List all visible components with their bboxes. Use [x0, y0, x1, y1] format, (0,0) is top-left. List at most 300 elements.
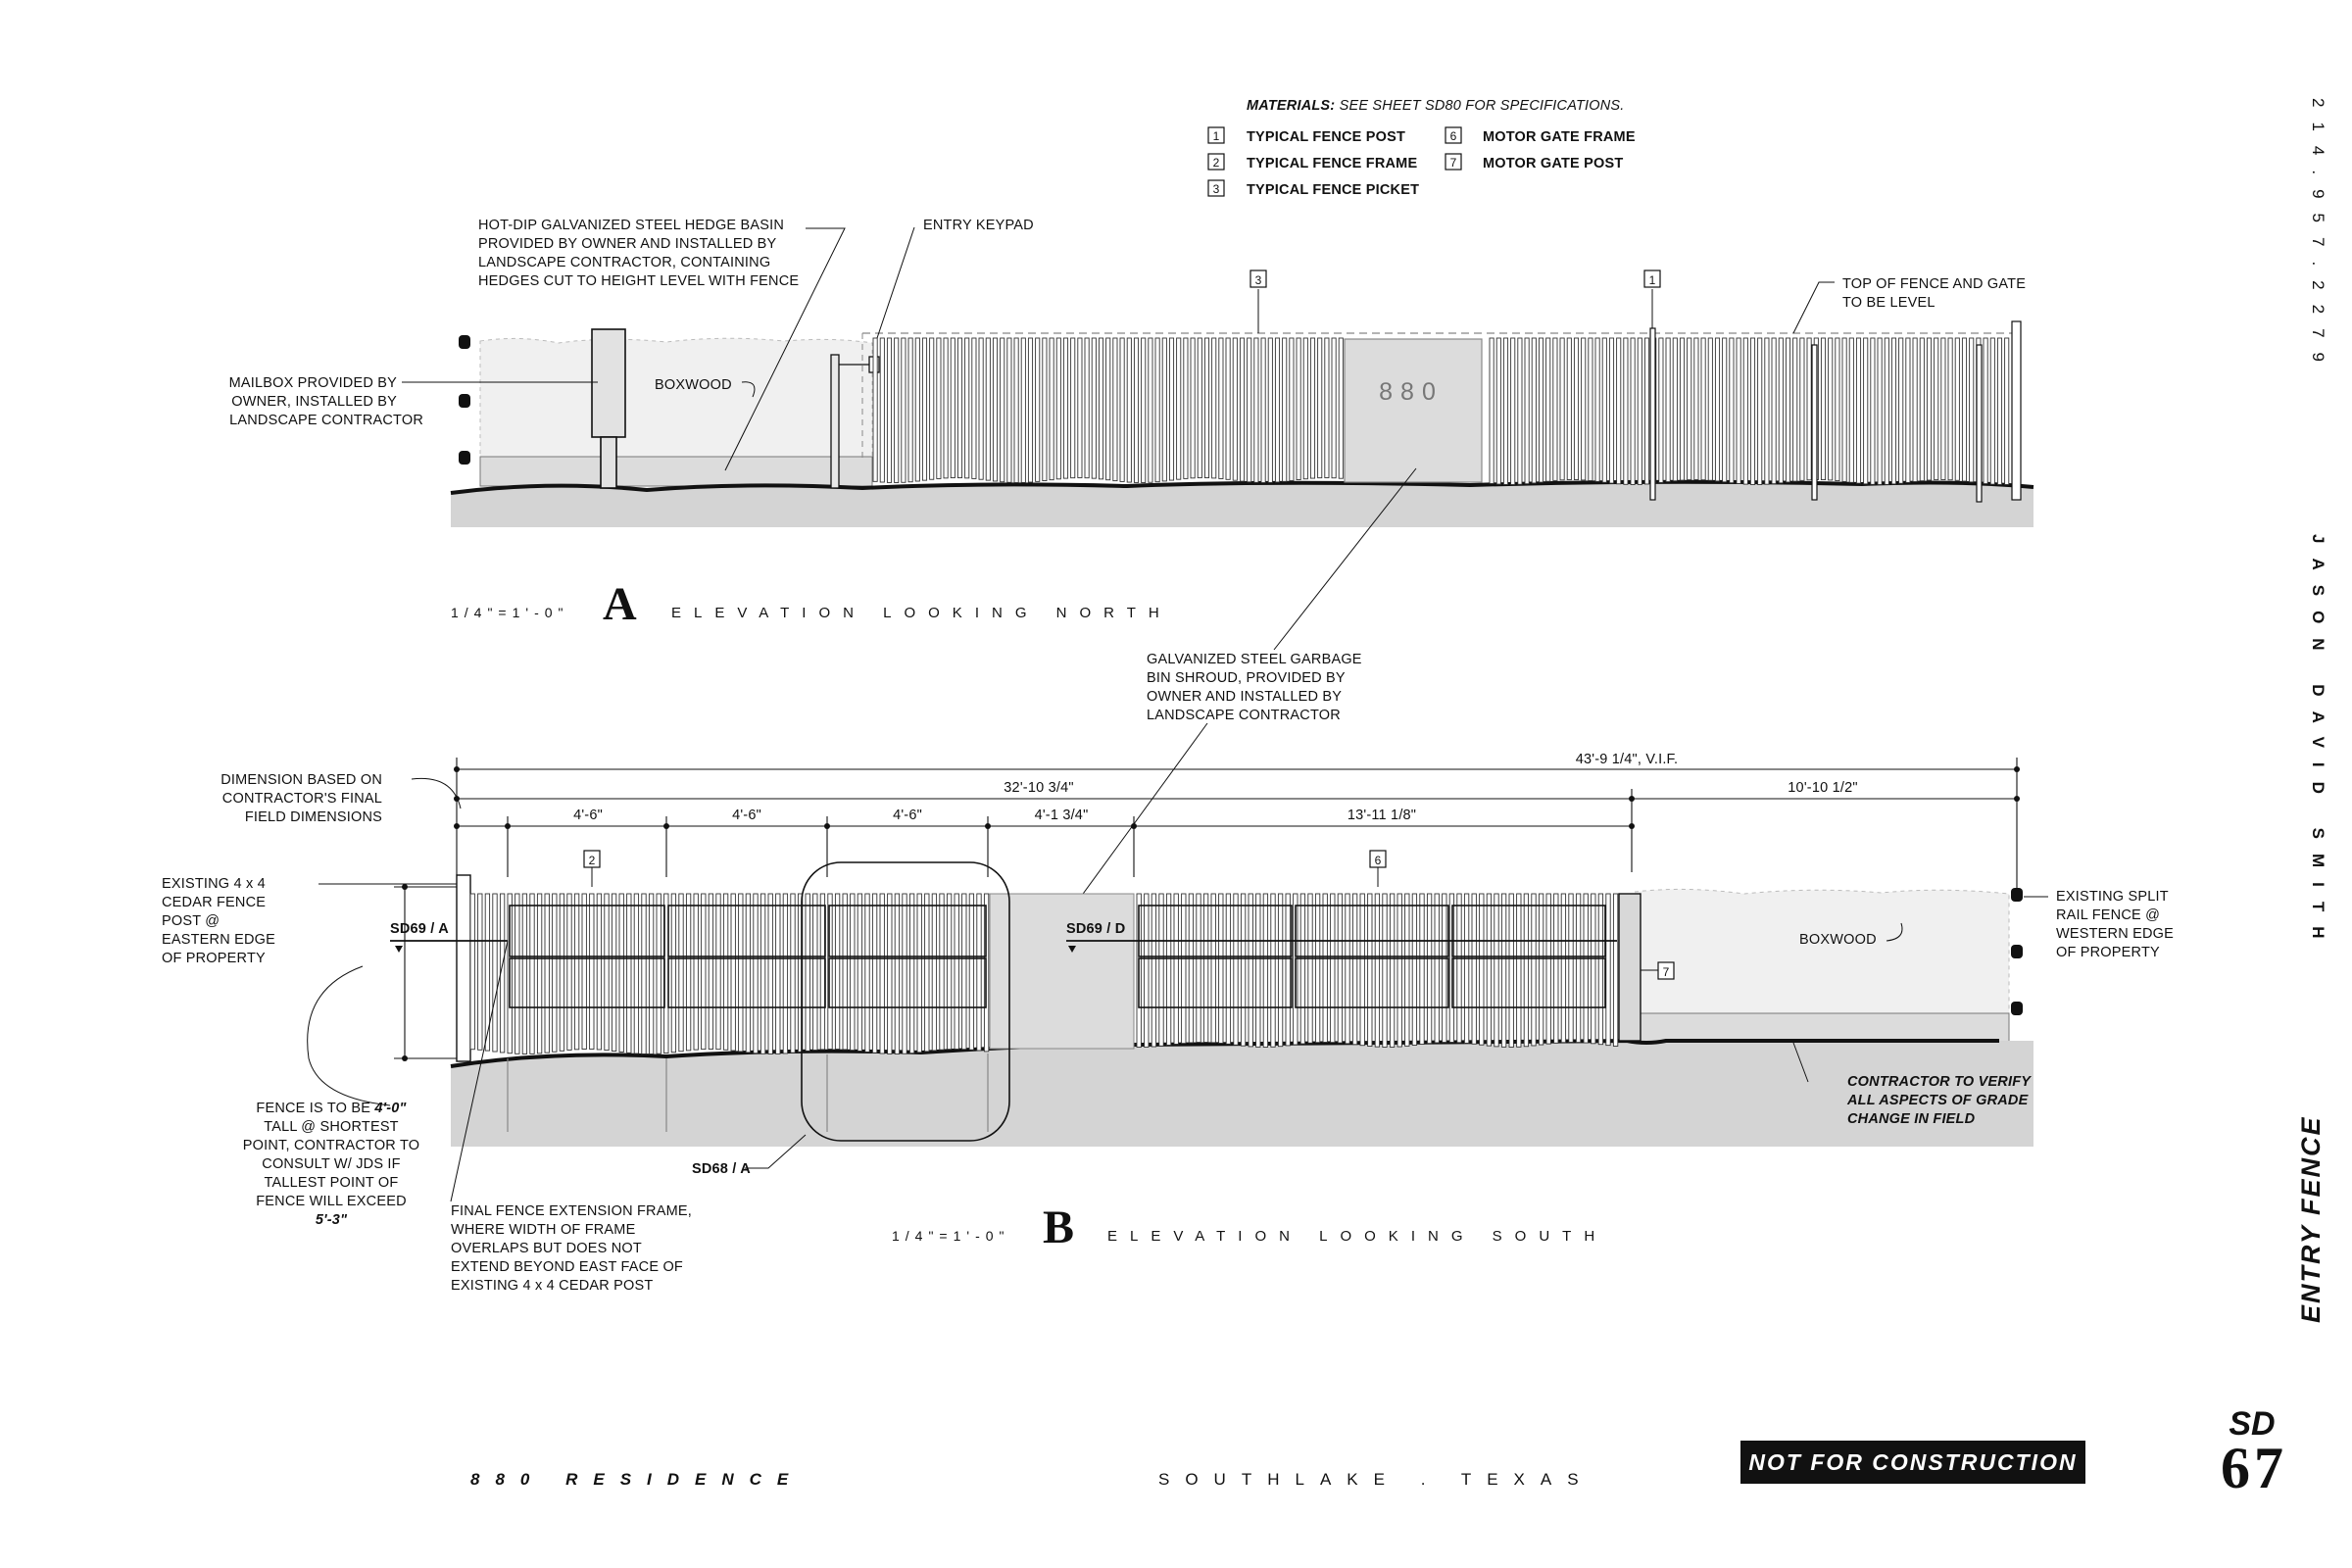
fence-picket — [1598, 894, 1602, 1045]
fence-picket — [731, 894, 735, 1051]
dim-seg-4: 4'-1 3/4" — [1034, 808, 1089, 823]
fence-picket — [1836, 338, 1839, 481]
materials-item-1 — [1208, 127, 1405, 145]
elevation-a-title — [451, 578, 1172, 630]
fence-picket — [1127, 338, 1131, 482]
materials-header-text: SEE SHEET SD80 FOR SPECIFICATIONS. — [1335, 98, 1625, 114]
fence-picket — [930, 338, 934, 479]
fence-picket — [1050, 338, 1054, 480]
fence-picket — [1503, 338, 1507, 484]
fence-picket — [1390, 894, 1394, 1047]
fence-picket — [642, 894, 646, 1054]
dim-seg-1: 4'-6" — [573, 808, 603, 823]
split-rail-line-4: OF PROPERTY — [2056, 945, 2160, 960]
fence-picket — [1226, 894, 1230, 1044]
fence-picket — [702, 894, 706, 1050]
fence-picket — [493, 894, 497, 1052]
fence-picket — [754, 894, 758, 1054]
elevation-a — [229, 218, 2034, 650]
fence-picket — [1397, 894, 1401, 1047]
fence-picket — [679, 894, 683, 1052]
fence-picket — [1177, 338, 1181, 479]
fence-picket — [1737, 338, 1740, 483]
fence-picket — [993, 338, 997, 481]
hedge-note-line-3: LANDSCAPE CONTRACTOR, CONTAINING — [478, 255, 771, 270]
fence-height-line-5: TALLEST POINT OF — [264, 1175, 399, 1191]
fence-picket — [612, 894, 615, 1052]
fence-picket — [873, 338, 877, 481]
fence-picket — [1899, 338, 1903, 483]
fence-picket — [627, 894, 631, 1053]
fence-picket — [1948, 338, 1952, 480]
fence-picket — [1688, 338, 1691, 480]
materials-num-6: 6 — [1449, 129, 1457, 143]
fence-picket — [1234, 894, 1238, 1045]
fence-picket — [1842, 338, 1846, 481]
fence-picket — [1539, 338, 1543, 482]
fence-picket — [1198, 338, 1201, 478]
materials-num-2: 2 — [1212, 156, 1220, 170]
fence-picket — [1592, 894, 1595, 1044]
fence-picket — [1539, 894, 1543, 1045]
split-rail-marks-a — [459, 335, 470, 465]
fence-picket — [940, 894, 944, 1050]
fence-picket — [1472, 894, 1476, 1044]
hedge-note-line-4: HEDGES CUT TO HEIGHT LEVEL WITH FENCE — [478, 273, 800, 289]
fence-picket — [1546, 338, 1550, 481]
svg-text:FENCE IS TO BE 4'-0" — [256, 1101, 407, 1116]
boxwood-label-b: BOXWOOD — [1799, 932, 1877, 948]
fence-picket — [1606, 894, 1610, 1046]
fence-picket — [1595, 338, 1599, 481]
fence-picket — [972, 338, 976, 478]
hedge-note-line-1: HOT-DIP GALVANIZED STEEL HEDGE BASIN — [478, 218, 785, 233]
fence-picket — [1092, 338, 1096, 478]
fence-picket — [1325, 338, 1329, 478]
fence-picket — [1099, 338, 1102, 479]
extension-note-line-4: EXTEND BEYOND EAST FACE OF — [451, 1259, 683, 1275]
dim-seg-5: 13'-11 1/8" — [1347, 808, 1417, 823]
cedar-note-line-2: CEDAR FENCE — [162, 895, 267, 910]
fence-picket — [1487, 894, 1491, 1046]
fence-picket — [1624, 338, 1628, 484]
fence-picket — [1007, 338, 1011, 482]
fence-picket — [957, 338, 961, 478]
fence-picket — [1793, 338, 1797, 481]
fence-picket — [1730, 338, 1734, 483]
mailbox-note-line-2: OWNER, INSTALLED BY — [231, 394, 397, 410]
fence-picket — [1617, 338, 1621, 484]
fence-picket — [1561, 894, 1565, 1043]
fence-picket — [1240, 338, 1244, 481]
elevation-b-scale: 1/4"=1'-0" — [892, 1228, 1010, 1244]
mailbox-note-line-3: LANDSCAPE CONTRACTOR — [229, 413, 423, 428]
designer-phone: 214.957.2279 — [2309, 98, 2328, 376]
split-rail-marks-b — [2011, 888, 2023, 1015]
fence-picket — [1457, 894, 1461, 1043]
fence-picket — [1203, 894, 1207, 1043]
fence-picket — [1405, 894, 1409, 1046]
fence-picket — [1028, 338, 1032, 482]
fence-picket — [1219, 338, 1223, 479]
fence-picket — [1271, 894, 1275, 1047]
fence-picket — [880, 338, 884, 482]
fence-picket — [1758, 338, 1762, 484]
fence-picket — [1443, 894, 1446, 1043]
elevation-b-letter: B — [1043, 1201, 1075, 1253]
fence-picket — [1021, 338, 1025, 482]
materials-item-2 — [1208, 154, 1417, 172]
split-rail-line-2: RAIL FENCE @ — [2056, 907, 2161, 923]
fence-picket — [951, 338, 955, 478]
grade-note-line-3: CHANGE IN FIELD — [1847, 1111, 1976, 1127]
fence-picket — [1532, 338, 1536, 483]
fence-picket — [1435, 894, 1439, 1043]
extension-note-line-2: WHERE WIDTH OF FRAME — [451, 1222, 636, 1238]
fence-picket — [858, 894, 861, 1051]
fence-picket — [1609, 338, 1613, 483]
split-rail-note — [2056, 889, 2174, 960]
tag-post-a-num: 1 — [1648, 273, 1656, 287]
fence-picket — [1666, 338, 1670, 482]
fence-picket — [1184, 338, 1188, 478]
project-location: SOUTHLAKE . TEXAS — [1158, 1470, 1594, 1489]
dim-seg-3: 4'-6" — [893, 808, 922, 823]
fence-picket — [1554, 894, 1558, 1043]
fence-picket — [1786, 338, 1789, 482]
dimension-note-line-1: DIMENSION BASED ON — [220, 772, 382, 788]
fence-height-line-4: CONSULT W/ JDS IF — [262, 1156, 401, 1172]
dim-overall: 43'-9 1/4", V.I.F. — [1575, 752, 1679, 767]
fence-picket — [1427, 894, 1431, 1044]
elevation-b-heading: ELEVATION LOOKING SOUTH — [1107, 1228, 1608, 1245]
fence-picket — [553, 894, 557, 1052]
garbage-note-line-2: BIN SHROUD, PROVIDED BY — [1147, 670, 1346, 686]
fence-picket — [1056, 338, 1060, 479]
fence-picket — [686, 894, 690, 1051]
fence-picket — [1871, 338, 1875, 484]
fence-picket — [1071, 338, 1075, 478]
fence-picket — [1553, 338, 1557, 480]
fence-picket — [1765, 338, 1769, 484]
garbage-note-line-4: LANDSCAPE CONTRACTOR — [1147, 708, 1341, 723]
fence-picket — [522, 894, 526, 1054]
fence-picket — [902, 338, 906, 482]
gate-panel-880 — [1345, 339, 1482, 482]
fence-picket — [1829, 338, 1833, 480]
elevation-a-scale: 1/4"=1'-0" — [451, 605, 569, 620]
elevation-a-pickets-right — [1490, 338, 2009, 484]
top-level-note — [1842, 276, 2026, 311]
fence-picket — [791, 894, 795, 1053]
fence-picket — [1152, 894, 1155, 1047]
materials-label-3: TYPICAL FENCE PICKET — [1247, 182, 1420, 198]
fence-picket — [1638, 338, 1642, 484]
fence-picket — [1275, 338, 1279, 482]
fence-picket — [1159, 894, 1163, 1046]
fence-picket — [1233, 338, 1237, 480]
fence-picket — [865, 894, 869, 1052]
fence-picket — [619, 894, 623, 1052]
sheet-title: ENTRY FENCE — [2296, 1115, 2326, 1323]
fence-picket — [1574, 338, 1578, 480]
mailbox-note-line-1: MAILBOX PROVIDED BY — [228, 375, 397, 391]
fence-picket — [1602, 338, 1606, 482]
fence-picket — [1212, 338, 1216, 478]
materials-item-7 — [1446, 154, 1623, 172]
fence-picket — [1174, 894, 1178, 1044]
extension-frame-note — [451, 1203, 692, 1294]
fence-picket — [851, 894, 855, 1051]
cedar-note-line-4: EASTERN EDGE — [162, 932, 276, 948]
fence-picket — [1708, 338, 1712, 480]
fence-height-note — [243, 1101, 419, 1228]
fence-picket — [694, 894, 698, 1050]
tag-post-b-num: 7 — [1662, 965, 1670, 979]
fence-picket — [560, 894, 564, 1051]
fence-picket — [1338, 894, 1342, 1043]
fence-picket — [820, 894, 824, 1050]
fence-picket — [925, 894, 929, 1052]
fence-picket — [986, 338, 990, 480]
boxwood-label-a: BOXWOOD — [655, 377, 732, 393]
fence-picket — [657, 894, 661, 1054]
fence-picket — [1339, 338, 1343, 478]
fence-picket — [1420, 894, 1424, 1045]
fence-picket — [1211, 894, 1215, 1043]
fence-picket — [1078, 338, 1082, 478]
fence-picket — [649, 894, 653, 1054]
fence-picket — [947, 894, 951, 1050]
fence-picket — [1723, 338, 1727, 482]
fence-picket — [1263, 894, 1267, 1047]
fence-picket — [932, 894, 936, 1051]
fence-picket — [969, 894, 973, 1050]
tag-picket-a — [1250, 270, 1266, 287]
elevation-b-pickets-gate — [1137, 894, 1618, 1047]
fence-picket — [1990, 338, 1994, 484]
fence-picket — [1290, 338, 1294, 480]
fence-picket — [1189, 894, 1193, 1043]
materials-label-2: TYPICAL FENCE FRAME — [1247, 156, 1418, 172]
fence-picket — [1496, 338, 1500, 484]
fence-picket — [1043, 338, 1047, 481]
fence-picket — [1300, 894, 1304, 1044]
fence-picket — [1248, 338, 1251, 482]
elevation-a-letter: A — [603, 578, 637, 630]
section-ref-sd69-d: SD69 / D — [1066, 921, 1126, 937]
fence-height-line-1a: FENCE IS TO BE — [256, 1101, 375, 1116]
fence-picket — [1149, 338, 1152, 482]
fence-picket — [1331, 894, 1335, 1043]
split-rail-line-1: EXISTING SPLIT — [2056, 889, 2169, 905]
fence-picket — [955, 894, 958, 1050]
fence-picket — [1509, 894, 1513, 1047]
fence-picket — [806, 894, 809, 1051]
fence-picket — [895, 338, 899, 482]
fence-picket — [1268, 338, 1272, 482]
fence-picket — [1891, 338, 1895, 484]
fence-picket — [908, 338, 912, 482]
fence-picket — [979, 338, 983, 479]
fence-picket — [634, 894, 638, 1054]
elevation-b-pickets-left — [470, 894, 989, 1054]
fence-picket — [1308, 894, 1312, 1043]
fence-picket — [739, 894, 743, 1052]
fence-picket — [1182, 894, 1186, 1044]
fence-picket — [1935, 338, 1938, 480]
top-level-line-2: TO BE LEVEL — [1842, 295, 1936, 311]
fence-picket — [1567, 338, 1571, 480]
fence-picket — [1014, 338, 1018, 482]
fence-picket — [1283, 338, 1287, 481]
entry-keypad-label: ENTRY KEYPAD — [923, 218, 1034, 233]
fence-picket — [1576, 894, 1580, 1043]
fence-picket — [1204, 338, 1208, 478]
fence-picket — [888, 894, 892, 1054]
sheet-prefix: SD — [2229, 1405, 2276, 1443]
fence-picket — [1332, 338, 1336, 478]
fence-picket — [1885, 338, 1888, 484]
tag-frame-b — [584, 851, 600, 867]
garbage-note-line-3: OWNER AND INSTALLED BY — [1147, 689, 1343, 705]
fence-picket — [1464, 894, 1468, 1043]
fence-picket — [783, 894, 787, 1054]
fence-picket — [835, 894, 839, 1050]
fence-picket — [1197, 894, 1200, 1043]
fence-picket — [1297, 338, 1300, 480]
elevation-b — [162, 752, 2174, 1294]
tag-frame-b-num: 2 — [588, 854, 596, 867]
fence-picket — [1800, 338, 1804, 480]
dim-left: 32'-10 3/4" — [1004, 780, 1074, 796]
fence-picket — [944, 338, 948, 478]
fence-picket — [545, 894, 549, 1053]
designer-name: JASON DAVID SMITH — [2309, 534, 2328, 954]
cedar-post — [457, 875, 470, 1061]
materials-item-6 — [1446, 127, 1636, 145]
fence-picket — [1878, 338, 1882, 484]
fence-picket — [915, 338, 919, 481]
fence-picket — [813, 894, 817, 1051]
tag-post-a — [1644, 270, 1660, 287]
fence-picket — [574, 894, 578, 1050]
fence-picket — [1368, 894, 1372, 1047]
fence-picket — [1162, 338, 1166, 481]
fence-height-value: 4'-0" — [374, 1101, 407, 1116]
fence-picket — [1254, 338, 1258, 482]
fence-picket — [1913, 338, 1917, 481]
fence-picket — [1480, 894, 1484, 1045]
fence-picket — [1219, 894, 1223, 1043]
fence-height-line-3: POINT, CONTRACTOR TO — [242, 1138, 420, 1153]
fence-picket — [760, 894, 764, 1054]
bin-shroud — [990, 894, 1134, 1049]
fence-picket — [582, 894, 586, 1050]
fence-picket — [1323, 894, 1327, 1043]
fence-picket — [746, 894, 750, 1053]
fence-picket — [1659, 338, 1663, 482]
fence-picket — [776, 894, 780, 1054]
hedge-basin — [480, 457, 872, 486]
dim-seg-2: 4'-6" — [732, 808, 761, 823]
fence-picket — [1584, 894, 1588, 1043]
tag-gate-b-num: 6 — [1374, 854, 1382, 867]
fence-picket — [1249, 894, 1252, 1047]
detail-ref-sd68-a: SD68 / A — [692, 1161, 751, 1177]
fence-picket — [1511, 338, 1515, 484]
fence-picket — [1582, 338, 1586, 480]
fence-picket — [1673, 338, 1677, 481]
fence-picket — [1352, 894, 1356, 1045]
fence-height-max: 5'-3" — [315, 1212, 348, 1228]
fence-picket — [1261, 338, 1265, 482]
fence-picket — [1920, 338, 1924, 481]
hedge-note-line-2: PROVIDED BY OWNER AND INSTALLED BY — [478, 236, 777, 252]
fence-picket — [1772, 338, 1776, 484]
fence-picket — [537, 894, 541, 1054]
mailbox-note — [229, 375, 423, 428]
fence-picket — [709, 894, 712, 1050]
fence-picket — [909, 894, 913, 1054]
fence-picket — [1036, 338, 1040, 481]
fence-picket — [1001, 338, 1004, 482]
elevation-a-hedge — [480, 338, 872, 468]
fence-picket — [605, 894, 609, 1051]
fence-picket — [1166, 894, 1170, 1045]
fence-picket — [1490, 338, 1494, 483]
grade-note-line-1: CONTRACTOR TO VERIFY — [1847, 1074, 2032, 1090]
dimension-note — [220, 772, 382, 825]
fence-picket — [1256, 894, 1260, 1047]
fence-picket — [1226, 338, 1230, 479]
fence-picket — [768, 894, 772, 1054]
fence-picket — [1142, 338, 1146, 482]
fence-picket — [1120, 338, 1124, 481]
fence-picket — [880, 894, 884, 1054]
sheet-number: 67 — [2221, 1436, 2287, 1500]
fence-picket — [1644, 338, 1648, 484]
fence-picket — [470, 894, 474, 1050]
fence-picket — [1134, 338, 1138, 482]
fence-picket — [887, 338, 891, 482]
fence-picket — [1955, 338, 1959, 480]
fence-picket — [1286, 894, 1290, 1046]
fence-picket — [1631, 338, 1635, 484]
elevation-b-title — [892, 1201, 1607, 1253]
fence-picket — [1613, 894, 1617, 1046]
fence-picket — [1241, 894, 1245, 1046]
materials-label-1: TYPICAL FENCE POST — [1247, 129, 1406, 145]
fence-picket — [1743, 338, 1747, 484]
fence-picket — [1864, 338, 1868, 484]
materials-item-3 — [1208, 180, 1419, 198]
fence-picket — [1106, 338, 1110, 480]
fence-picket — [590, 894, 594, 1050]
fence-picket — [1694, 338, 1698, 480]
fence-picket — [515, 894, 519, 1054]
fence-picket — [1315, 894, 1319, 1043]
materials-num-3: 3 — [1212, 182, 1220, 196]
fence-picket — [723, 894, 727, 1050]
hedge-basin-note — [478, 218, 799, 289]
fence-picket — [1750, 338, 1754, 484]
elevation-b-hedge — [1635, 889, 2009, 1015]
fence-height-line-6: FENCE WILL EXCEED — [256, 1194, 407, 1209]
fence-picket — [1849, 338, 1853, 482]
motor-gate-post — [1619, 894, 1641, 1041]
project-name: 880 RESIDENCE — [470, 1470, 805, 1489]
